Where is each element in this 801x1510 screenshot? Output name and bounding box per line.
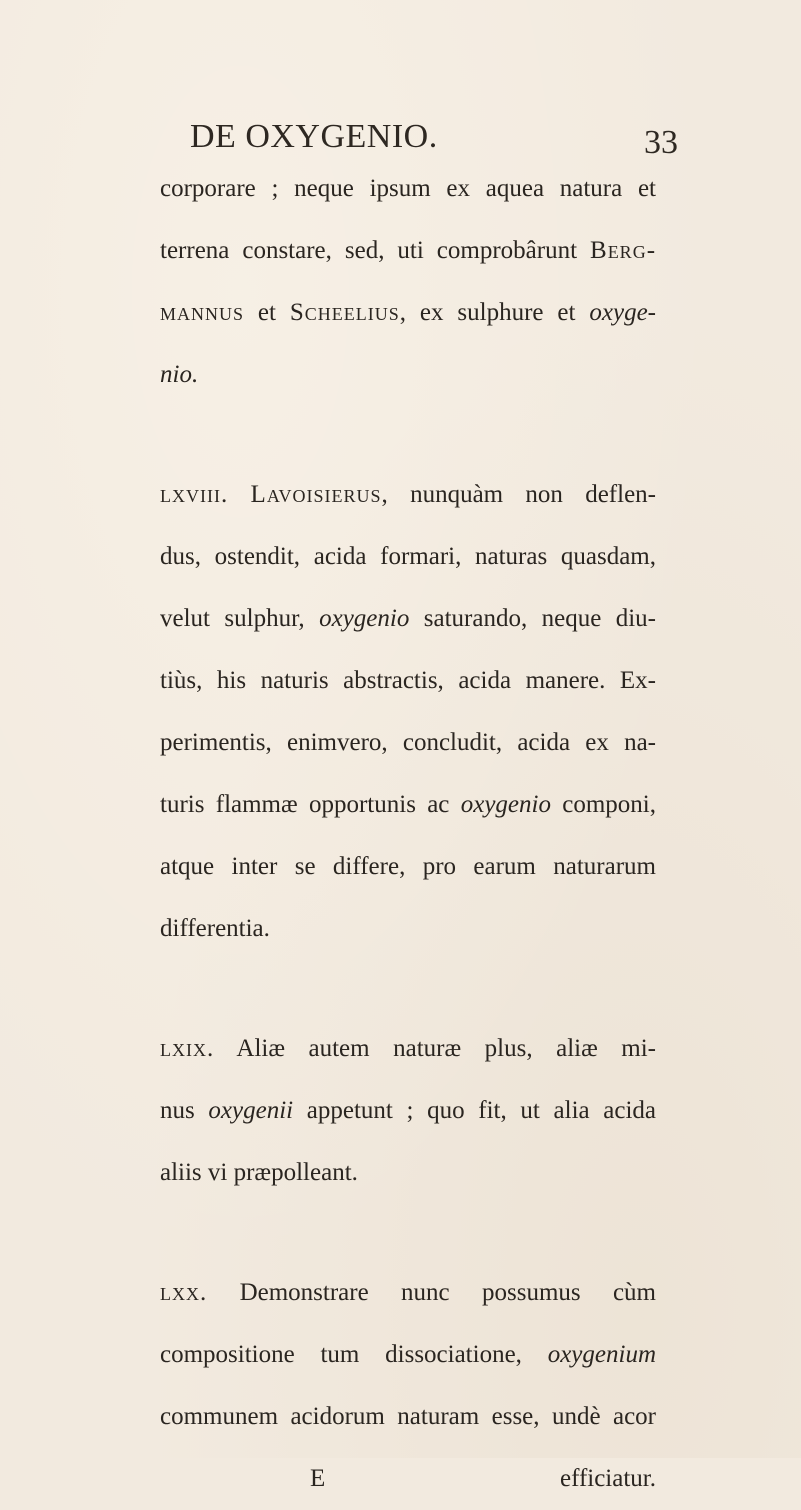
- text-line: mannus et Scheelius, ex sulphure et oxyge-: [160, 299, 657, 326]
- text-line: [160, 344, 656, 406]
- catchword: efficiatur.: [559, 1465, 656, 1492]
- text-line: tiùs, his naturis abstractis, acida manere. Ex-: [160, 667, 656, 694]
- text-line: dus, ostendit, acida formari, naturas quasdam,: [160, 543, 656, 570]
- running-title: DE OXYGENIO.: [190, 118, 438, 155]
- author-name: Scheelius: [289, 299, 400, 326]
- text-line: compositione tum dissociatione, oxygenium: [160, 1341, 656, 1368]
- text-line: lxviii. Lavoisierus, nunquàm non deflen-: [160, 481, 656, 508]
- text-line: communem acidorum naturam esse, undè acor: [160, 1403, 656, 1430]
- text-line: atque inter se differe, pro earum naturarum: [160, 853, 656, 880]
- italic-term: nio.: [160, 361, 199, 388]
- italic-term: oxygenio: [460, 791, 551, 818]
- section-number: lxx.: [160, 1279, 208, 1306]
- text-line: corporare ; neque ipsum ex aquea natura et: [160, 175, 656, 202]
- text-line: aliis vi præpolleant.: [160, 1159, 358, 1186]
- italic-term: oxygenio: [319, 605, 410, 632]
- text-line: nus oxygenii appetunt ; quo fit, ut alia acida: [160, 1097, 657, 1124]
- author-name: mannus: [160, 299, 245, 326]
- text-line: velut sulphur, oxygenio saturando, neque diu-: [160, 605, 656, 632]
- signature-mark: E: [310, 1465, 326, 1492]
- footer-line: [160, 1448, 656, 1510]
- italic-term: oxygenium: [547, 1341, 656, 1368]
- section-number: lxix.: [160, 1035, 215, 1062]
- page-number: 33: [644, 124, 678, 161]
- author-name: Berg-: [590, 237, 657, 264]
- body-text: [160, 158, 656, 1510]
- italic-term: oxygenii: [208, 1097, 294, 1124]
- text-line: lxix. Aliæ autem naturæ plus, aliæ mi-: [160, 1035, 656, 1062]
- text-line: lxx. Demonstrare nunc possumus cùm: [160, 1279, 656, 1306]
- text-line: perimentis, enimvero, concludit, acida ex na-: [160, 729, 656, 756]
- text-line: turis flammæ opportunis ac oxygenio componi,: [160, 791, 656, 818]
- author-name: Lavoisierus: [250, 481, 382, 508]
- italic-term: oxyge-: [589, 299, 657, 326]
- text-line: terrena constare, sed, uti comprobârunt Berg-: [160, 237, 657, 264]
- text-line: differentia.: [160, 915, 270, 942]
- section-number: lxviii.: [160, 481, 229, 508]
